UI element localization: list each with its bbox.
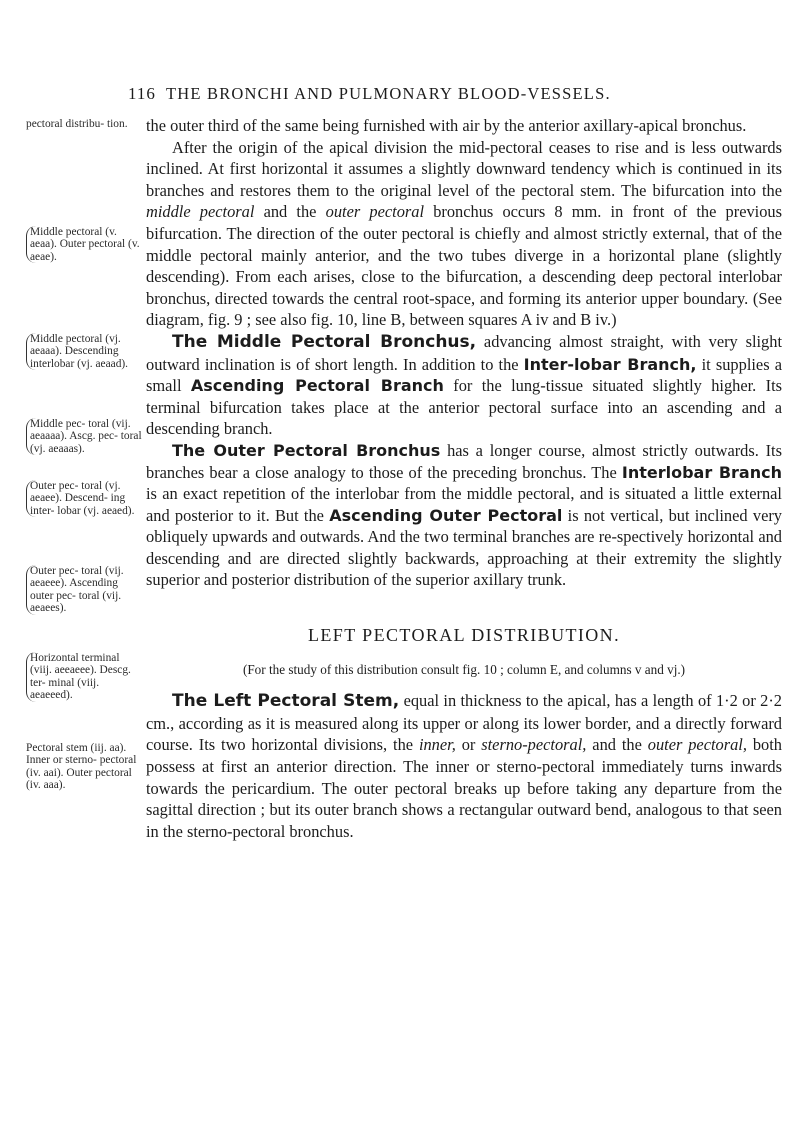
text: has a longer course, almost strictly outwards. Its branches bear a close analogy to those of the preceding bronchus. The: [146, 440, 782, 482]
text: is not vertical, but inclined very obliquely upwards and outwards. And the two terminal branches are re-spectively horizontal and descending and are directed slightly backwards, approaching at their extremity the slightly superior and posterior distribution of the superior axillary trunk.: [146, 505, 782, 590]
term-italic: outer pectoral,: [647, 735, 747, 755]
heading-inline: The Middle Pectoral Bronchus,: [172, 331, 477, 352]
text: bronchus occurs 8 mm. in front of the previous bifurcation. The direction of the outer pectoral is chiefly and almost strictly external, that of the middle pectoral mainly anterior, and the two tubes diverge in a horizontal plane (slightly descending). From each arises, close to the bifurcation, a descending deep pectoral interlobar bronchus, directed towards the central root-space, and forming its anterior upper boundary. (See diagram, fig. 9 ; see also fig. 10, line B, between squares A iv and B iv.): [146, 202, 782, 330]
margin-note: Pectoral stem (iij. aa). Inner or sterno- pectoral (iv. aai). Outer pectoral (iv. aaa).: [26, 742, 137, 792]
text: is an exact repetition of the interlobar from the middle pectoral, and is situated a little external and posterior to it. But the: [146, 484, 782, 525]
text: and the: [586, 735, 648, 755]
term-bold: Inter-lobar Branch,: [523, 354, 697, 374]
margin-note: Outer pec- toral (vj. aeaee). Descend- ing inter- lobar (vj. aeaed).: [26, 480, 142, 517]
paragraph: [146, 690, 782, 842]
paragraph: [146, 440, 782, 591]
page-header: [0, 84, 800, 108]
text: for the lung-tissue situated slightly higher. Its terminal bifurcation takes place at the anterior pectoral surface into an ascending and a descending branch.: [146, 376, 783, 439]
section-note: (For the study of this distribution consult fig. 10 ; column E, and columns v and vj.): [242, 661, 686, 677]
text: and the: [254, 202, 326, 222]
text: After the origin of the apical division the mid-pectoral ceases to rise and is less outwards inclined. At first horizontal it assumes a slightly downward tendency which is continued in its branches and restores them to the original level of the pectoral stem. The bifurcation into the: [146, 137, 782, 200]
running-head: THE BRONCHI AND PULMONARY BLOOD-VESSELS.: [166, 84, 611, 103]
margin-note: Middle pectoral (vj. aeaaa). Descending interlobar (vj. aeaad).: [26, 333, 142, 370]
paragraph: [146, 115, 782, 137]
term-italic: middle pectoral: [146, 202, 255, 222]
text: equal in thickness to the apical, has a length of 1·2 or 2·2 cm., according as it is measured along its upper or along its lower border, and a directly forward course. Its two horizontal divisions, the: [146, 691, 782, 755]
page-number: 116: [128, 84, 156, 103]
main-text: [146, 115, 782, 842]
heading-inline: The Outer Pectoral Bronchus: [172, 440, 441, 460]
term-bold: Ascending Outer Pectoral: [329, 505, 563, 525]
text: both possess at first an anterior direction. The inner or sterno-pectoral immediately turns inwards towards the pericardium. The outer pectoral breaks up before taking any departure from the sagittal direction ; but its outer branch shows a rectangular outward bend, analogous to that seen in the sterno-pectoral bronchus.: [146, 735, 782, 841]
section-title: LEFT PECTORAL DISTRIBUTION.: [308, 625, 620, 646]
margin-note: Horizontal terminal (viij. aeeaeee). Descg. ter- minal (viij. aeaeeed).: [26, 652, 142, 702]
term-italic: outer pectoral: [325, 202, 425, 222]
term-bold: Ascending Pectoral Branch: [190, 376, 444, 396]
text: the outer third of the same being furnished with air by the anterior axillary-apical bronchus.: [146, 116, 747, 135]
margin-note: Outer pec- toral (vij. aeaeee). Ascending outer pec- toral (vij. aeaees).: [26, 565, 142, 615]
term-italic: sterno-pectoral,: [481, 735, 587, 755]
margin-note: Middle pectoral (v. aeaa). Outer pectoral (v. aeae).: [26, 226, 142, 263]
term-italic: inner,: [418, 735, 456, 755]
paragraph: [146, 137, 782, 331]
text: advancing almost straight, with very slight outward inclination is of short length. In addition to the: [146, 331, 782, 374]
margin-note: pectoral distribu- tion.: [26, 118, 128, 130]
term-bold: Interlobar Branch: [621, 462, 782, 482]
paragraph: [146, 331, 782, 440]
heading-inline: The Left Pectoral Stem,: [172, 691, 400, 712]
text: or: [455, 735, 482, 755]
margin-note: Middle pec- toral (vij. aeaaaa). Ascg. pec- toral (vj. aeaaas).: [26, 418, 142, 455]
text: it supplies a small: [146, 354, 782, 396]
